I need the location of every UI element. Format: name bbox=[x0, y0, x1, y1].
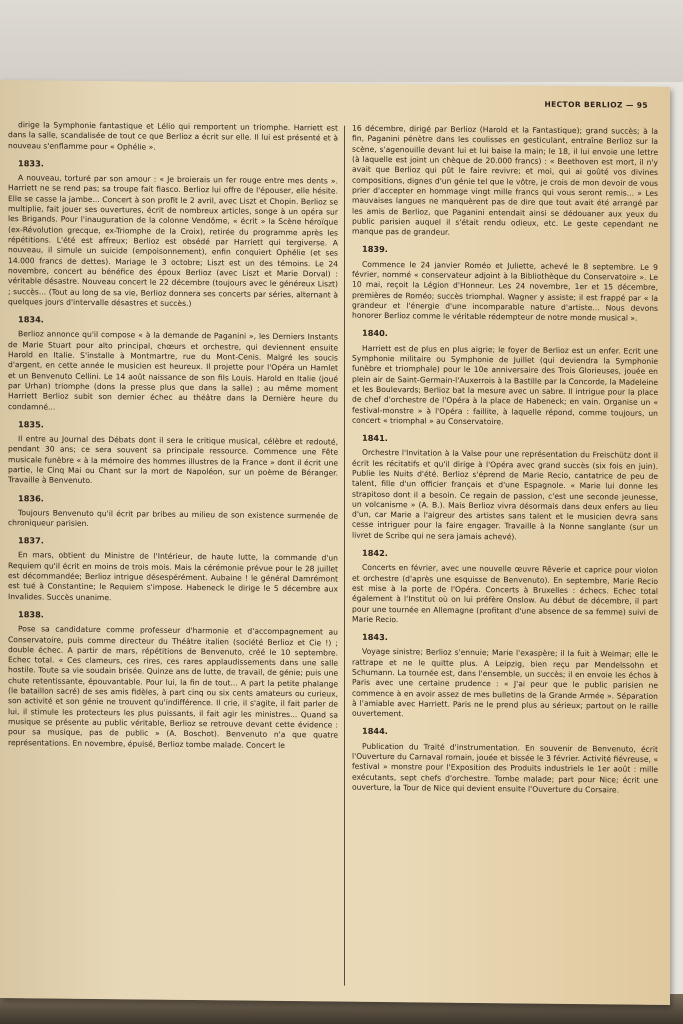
year-heading: 1839. bbox=[362, 244, 388, 255]
book-page bbox=[0, 80, 670, 1005]
paragraph: Commence le 24 janvier Roméo et Juliette, achevé le 8 septembre. Le 9 février, nommé « conservateur adjoint à la Bibliothèque du Conservatoire ». Le 10 mai, reçoit la Légion d'Honneur. Les 24 novembre, 1er et 15 décembre, premières de Roméo; succès triomphal. Wagner y assiste; il est frappé par « la grandeur et l'énergie d'une incomparable nature d'artiste... Nous devons honorer Berlioz comme le véritable rédempteur de notre monde musical ». bbox=[352, 259, 658, 323]
year-heading: 1838. bbox=[18, 609, 44, 620]
year-heading: 1837. bbox=[18, 535, 44, 546]
paragraph: Pose sa candidature comme professeur d'harmonie et d'accompagnement au Conservatoire, puis comme directeur du Théâtre italien (société Berlioz et Cie !) ; double échec. A partir de mars, répétitions de Benvenuto, créé le 10 septembre. Echec total. « Ces clameurs, ces rires, ces rares applaudissements dans une salle hostile. Toute sa vie soudain brisée. Quinze ans de lutte, de travail, de génie; puis une chute retentissante, épouvantable. Pour lui, la fin de tout... A part la petite phalange (le bataillon sacré) de ses amis fidèles, à part cinq ou six cents amateurs ou curieux, son activité et son génie ne trouvent qu'indifférence. Il crie, il s'agite, il fait parler de lui, il stimule les protecteurs les plus puissants, il fait agir les ministres... Quand sa musique se présente au public véritable, Berlioz se retrouve devant cette évidence : pour sa musique, pas de public » (A. Boschot). Benvenuto n'a que quatre représentations. En novembre, épuisé, Berlioz tombe malade. Concert le bbox=[8, 624, 338, 750]
year-heading: 1842. bbox=[362, 547, 388, 559]
year-heading: 1834. bbox=[18, 314, 44, 325]
left-column bbox=[8, 120, 338, 993]
paragraph: Berlioz annonce qu'il compose « à la demande de Paganini », les Derniers Instants de Marie Stuart pour alto principal, chœurs et orchestre, qui deviennent ensuite Harold en Italie. S'installe à Montmartre, rue du Mont-Cenis. Malgré les soucis d'argent, en cette année le musicien est heureux. Il projette pour l'Opéra un Hamlet et un Benvenuto Cellini. Le 14 août naissance de son fils Louis. Harold en Italie (joué par Urhan) triomphe (dons la presse plus que dans la salle) ; au même moment Harriett Berlioz subit son dernier échec au théâtre dans la Dernière heure du condamné... bbox=[8, 329, 338, 412]
paragraph: Toujours Benvenuto qu'il écrit par bribes au milieu de son existence surmenée de chroniqueur parisien. bbox=[8, 507, 338, 528]
paragraph: 16 décembre, dirigé par Berlioz (Harold et la Fantastique); grand succès; à la fin, Paganini pénètre dans les coulisses en gesticulant, entraîne Berlioz sur la scène, s'agenouille devant lui et lui baise la main; le 18, il lui envoie une lettre (à laquelle est joint un chèque de 20.000 francs) : « Beethoven est mort, il n'y avait que Berlioz qui pût le faire revivre; et moi, qui ai goûté vos divines compositions, dignes d'un génie tel que le vôtre, je crois de mon devoir de vous prier d'accepter en hommage vingt mille francs qui vous seront remis... » Les mauvaises langues ne manquèrent pas de dire que tout avait été arrangé par les amis de Berlioz, que Paganini entendait ainsi se dédouaner aux yeux du public parisien auquel il s'était rendu odieux, etc. Le geste cependant ne manque pas de grandeur. bbox=[352, 123, 658, 237]
year-heading: 1843. bbox=[362, 631, 388, 643]
year-heading: 1841. bbox=[362, 432, 388, 444]
year-heading: 1840. bbox=[362, 328, 388, 339]
year-heading: 1833. bbox=[18, 158, 44, 169]
running-head: HECTOR BERLIOZ — 95 bbox=[544, 99, 648, 110]
paragraph: Publication du Traité d'instrumentation. En souvenir de Benvenuto, écrit l'Ouverture du Carnaval romain, jouée et bissée le 3 février. Activité fiévreuse, « festival » monstre pour l'Exposition des Produits industriels le 1er août : mille exécutants, sept chefs d'orchestre. Tombe malade; part pour Nice; écrit une ouverture, la Tour de Nice qui devient ensuite l'Ouverture du Corsaire. bbox=[352, 741, 658, 795]
background-top bbox=[0, 0, 683, 82]
paragraph: A nouveau, torturé par son amour : « Je broierais un fer rouge entre mes dents ». Harriett ne se rend pas; sa troupe fait fiasco. Berlioz lui offre de l'épouser, elle hésite. Elle se casse la jambe... Concert à son profit le 2 avril, avec Liszt et Chopin. Berlioz se multiplie, fait jouer ses ouvertures, écrit de nombreux articles, songe à un opéra sur les Brigands. Pour l'inauguration de la colonne Vendôme, « écrit » la Scène héroïque (ex-Révolution grecque, ex-Triomphe de la Croix), retirée du programme après les répétitions. L'été est affreux; Berlioz est obsédé par Harriett qui tergiverse. A nouveau, il simule un suicide (empoisonnement), enfin conquiert Ophélie (et ses 14.000 francs de dettes). Mariage le 3 octobre; Liszt est un des témoins. Le 24 novembre, concert au bénéfice des époux Berlioz (avec Liszt et Marie Dorval) : véritable désastre. Nouveau concert le 22 décembre (toujours avec le généreux Liszt) ; succès... (Tout au long de sa vie, Berlioz donnera ses concerts par séries, alternant à quelques jours d'intervalle désastres et succès.) bbox=[8, 173, 338, 308]
year-heading: 1835. bbox=[18, 419, 44, 430]
paragraph: Concerts en février, avec une nouvelle œuvre Rêverie et caprice pour violon et orchestre (d'après une esquisse de Benvenuto). En septembre, Marie Recio est mise à la porte de l'Opéra. Concerts à Bruxelles : échecs. Echec total également à l'Institut où on lui préfère Onslow. Au début de décembre, il part pour une tournée en Allemagne (profitant d'une absence de sa femme) suivi de Marie Recio. bbox=[352, 563, 658, 624]
paragraph: Harriett est de plus en plus aigrie; le foyer de Berlioz est un enfer. Ecrit une Symphonie militaire ou Symphonie de Juillet (qui deviendra la Symphonie funèbre et triomphale) pour le 10e anniversaire des Trois Glorieuses, jouée en plein air de Saint-Germain-l'Auxerrois à la Bastille par la Concorde, la Madeleine et les Boulevards; Berlioz bat la mesure avec un sabre. Il intrigue pour la place de chef d'orchestre de l'Opéra à la place de Habeneck; en vain. Organise un « festival-monstre » à l'Opéra : faillite, à laquelle répond, comme toujours, un concert « triomphal » au Conservatoire. bbox=[352, 343, 658, 427]
paragraph: Orchestre l'Invitation à la Valse pour une représentation du Freischütz dont il écrit les récitatifs et qu'il dirige à l'Opéra avec grand succès (six fois en juin). Publie les Nuits d'été. Berlioz s'éprend de Marie Recio, cantatrice de peu de talent, fille d'un officier français et d'une Espagnole. « Marie lui donne les strapitoso dont il a besoin. Ce regain de passion, c'est une seconde jeunesse, un volcanisme » (A. B.). Mais Berlioz vivra désormais dans deux enfers au lieu d'un, car Marie a l'aigreur des artistes sans talent et le musicien devra sans cesse intriguer pour la faire engager. Travaille à la Nonne sanglante (sur un livret de Scribe qui ne sera jamais achevé). bbox=[352, 448, 658, 542]
paragraph: En mars, obtient du Ministre de l'Intérieur, de haute lutte, la commande d'un Requiem qu'il écrit en moins de trois mois. Mais la cérémonie prévue pour le 28 juillet est décommandée; Berlioz intrigue désespérément. Aubaine ! le général Damrémont est tué à Constantine; le Requiem s'impose. Habeneck le dirige le 5 décembre aux Invalides. Succès unanime. bbox=[8, 550, 338, 602]
column-rule bbox=[344, 126, 345, 986]
year-heading: 1844. bbox=[362, 726, 388, 737]
year-heading: 1836. bbox=[18, 492, 44, 503]
paragraph: dirige la Symphonie fantastique et Lélio qui remportent un triomphe. Harriett est dans la salle, scandalisée de tout ce que Berlioz a écrit sur elle. Il lui est présenté et à nouveau s'enflamme pour « Ophélie ». bbox=[8, 120, 338, 152]
paragraph: Il entre au Journal des Débats dont il sera le critique musical, célèbre et redouté, pendant 30 ans; ce sera souvent sa principale ressource. Commence une Fête musicale funèbre « à la mémoire des hommes illustres de la France » dont il écrit une partie, le Cinq Mai ou Chant sur la mort de Napoléon, sur un poème de Béranger. Travaille à Benvenuto. bbox=[8, 434, 338, 486]
paragraph: Voyage sinistre; Berlioz s'ennuie; Marie l'exaspère; il la fuit à Weimar; elle le rattrape et ne le quitte plus. A Leipzig, bien reçu par Mendelssohn et Schumann. La tournée est, dans l'ensemble, un succès; il en envoie les échos à Paris avec une certaine prudence : « J'ai peur que le public parisien ne commence à en avoir assez de mes bulletins de la Grande Armée ». Séparation à l'amiable avec Harriett. Paris ne le prend plus au sérieux; partout on le raille ouvertement. bbox=[352, 647, 658, 719]
right-column bbox=[352, 124, 658, 997]
